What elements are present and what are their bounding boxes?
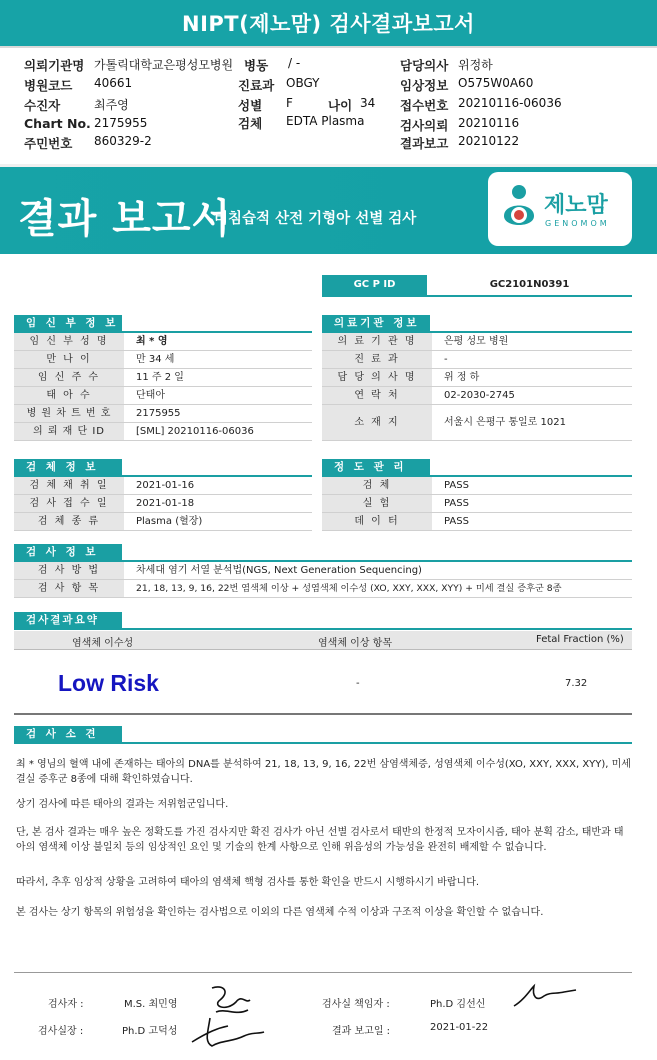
summary-col-aneuploidy: 염색체 이수성: [72, 638, 134, 649]
lab-chief-label: 검사실장 :: [38, 1026, 84, 1037]
report-date-value: 2021-01-22: [430, 1022, 489, 1033]
findings-paragraph: 따라서, 추후 임상적 상황을 고려하여 태아의 염색체 핵형 검사를 통한 확인을 반드시 시행하시기 바랍니다.: [16, 877, 480, 888]
findings-line: [14, 742, 632, 744]
tester-name: M.S. 최민영: [124, 999, 178, 1010]
banner-subtitle: 비침습적 산전 기형아 선별 검사: [214, 211, 417, 227]
row-value: PASS: [444, 480, 469, 491]
row-value: PASS: [444, 516, 469, 527]
sex-value: F: [286, 96, 293, 110]
sex-label: 성별: [238, 98, 263, 113]
pregnant-info-title: 임 신 부 정 보: [14, 315, 122, 332]
row-key: 데 이 터: [322, 513, 432, 530]
clinical-info-label: 임상정보: [400, 78, 449, 93]
hospital-code-label: 병원코드: [24, 78, 73, 93]
table-row: [14, 405, 312, 423]
row-value: 차세대 염기 서열 분석법(NGS, Next Generation Sequencing): [136, 565, 422, 576]
receipt-value: 20210116-06036: [458, 96, 562, 110]
chart-label: Chart No.: [24, 116, 91, 131]
age-value: 34: [360, 96, 376, 110]
tester-label: 검사자 :: [48, 999, 84, 1010]
genomom-logo-icon: [498, 182, 540, 234]
summary-result-row: [14, 650, 632, 715]
ward-label: 병동: [244, 58, 269, 73]
result-banner: [0, 164, 657, 254]
chart-value: 2175955: [94, 116, 148, 130]
table-row: [14, 387, 312, 405]
table-row: [14, 423, 312, 441]
gc-pid-label: GC P ID: [322, 275, 427, 295]
lab-chief-name: Ph.D 고덕성: [122, 1026, 178, 1037]
table-row: [322, 333, 632, 351]
lab-head-name: Ph.D 김선신: [430, 999, 486, 1010]
summary-col-fetal-fraction: Fetal Fraction (%): [536, 634, 624, 645]
test-info-title: 검 사 정 보: [14, 544, 122, 561]
doctor-value: 위정하: [458, 58, 493, 72]
gc-pid-value: GC2101N0391: [489, 279, 570, 290]
request-value: 20210116: [458, 116, 520, 130]
summary-col-abnormal: 염색체 이상 항목: [318, 638, 392, 649]
patient-meta: [0, 54, 657, 158]
risk-result: Low Risk: [58, 670, 159, 696]
findings-paragraph: 최 * 영님의 혈액 내에 존재하는 태아의 DNA를 분석하여 21, 18, 13, 9, 16, 22번 삼염색체증, 성염색체 이수성(XO, XXY, XXX, XYY), 미세 결실 증후군 8종에 대해 확인하였습니다.: [16, 759, 631, 785]
table-row: [14, 477, 312, 495]
row-key: 검 체: [322, 477, 432, 494]
hospital-code-value: 40661: [94, 76, 133, 90]
row-value: 위 정 하: [444, 372, 480, 383]
row-key: 실 험: [322, 495, 432, 512]
table-row: [322, 369, 632, 387]
ward-value: / -: [288, 56, 301, 70]
row-value: 11 주 2 일: [136, 372, 184, 383]
row-value: 02-2030-2745: [444, 390, 515, 401]
report-date-label: 결과 보고일 :: [332, 1026, 391, 1037]
row-value: 2021-01-16: [136, 480, 195, 491]
findings-paragraph: 상기 검사에 따른 태아의 결과는 저위험군입니다.: [16, 799, 229, 810]
specimen-label: 검체: [238, 116, 263, 131]
row-value: Plasma (혈장): [136, 516, 203, 527]
row-value: 2021-01-18: [136, 498, 195, 509]
table-row: [14, 513, 312, 531]
report-title: NIPT(제노맘) 검사결과보고서: [182, 12, 475, 36]
row-key: 담 당 의 사 명: [322, 369, 432, 386]
row-key: 의 료 기 관 명: [322, 333, 432, 350]
table-row: [322, 351, 632, 369]
summary-title: 검사결과요약: [14, 612, 122, 629]
receipt-label: 접수번호: [400, 98, 449, 113]
lab-chief-signature: [188, 1012, 268, 1052]
specimen-info-title: 검 체 정 보: [14, 459, 122, 476]
table-row: [14, 351, 312, 369]
qc-title: 정 도 관 리: [322, 459, 430, 476]
table-row: [14, 562, 632, 580]
table-row: [322, 513, 632, 531]
row-value: 서울시 은평구 통일로 1021: [444, 417, 566, 428]
dept-value: OBGY: [286, 76, 320, 90]
findings-paragraph: 단, 본 검사 결과는 매우 높은 정확도를 가진 검사지만 확진 검사가 아닌 선별 검사로서 태반의 한정적 모자이시즘, 태아 분획 감소, 태반과 태아의 염색체 이상 불일치 등의 임상적인 요인 및 기술의 한계 사항으로 인해 위음성의 가능성을 완전히 배제할 수 없습니다.: [16, 827, 624, 853]
row-key: 검 사 방 법: [14, 562, 124, 579]
table-row: [322, 495, 632, 513]
genomom-logo: [488, 172, 632, 246]
patient-label: 수진자: [24, 98, 61, 113]
table-row: [14, 369, 312, 387]
row-value: 2175955: [136, 408, 181, 419]
report-value: 20210122: [458, 134, 520, 148]
table-row: [322, 387, 632, 405]
doctor-label: 담당의사: [400, 58, 449, 73]
age-label: 나이: [328, 98, 353, 113]
row-key: 검 사 접 수 일: [14, 495, 124, 512]
patient-value: 최주영: [94, 98, 129, 112]
institution-info-title: 의료기관 정보: [322, 315, 430, 332]
row-key: 검 사 항 목: [14, 580, 124, 597]
lab-head-signature: [510, 982, 580, 1012]
row-key: 검 체 종 류: [14, 513, 124, 530]
signature-divider: [14, 972, 632, 973]
abnormal-item-value: -: [356, 678, 360, 689]
row-value: 단태아: [136, 390, 165, 401]
row-key: 임 신 부 성 명: [14, 333, 124, 350]
banner-title: 결과 보고서: [18, 196, 232, 242]
row-key: 소 재 지: [322, 405, 432, 440]
row-key: 만 나 이: [14, 351, 124, 368]
dept-label: 진료과: [238, 78, 275, 93]
report-label: 결과보고: [400, 136, 449, 151]
gc-pid-bar: [322, 275, 632, 297]
table-row: [322, 405, 632, 441]
logo-korean: 제노맘: [544, 193, 608, 218]
lab-head-label: 검사실 책임자 :: [322, 999, 390, 1010]
row-key: 태 아 수: [14, 387, 124, 404]
rrn-value: 860329-2: [94, 134, 152, 148]
row-key: 진 료 과: [322, 351, 432, 368]
specimen-value: EDTA Plasma: [286, 114, 365, 128]
row-key: 병 원 차 트 번 호: [14, 405, 124, 422]
row-value: -: [444, 354, 448, 365]
summary-line: [14, 628, 632, 630]
row-value: 최 * 영: [136, 336, 168, 347]
row-key: 연 락 처: [322, 387, 432, 404]
table-row: [14, 580, 632, 598]
clinical-info-value: O575W0A60: [458, 76, 534, 90]
row-value: 은평 성모 병원: [444, 336, 509, 347]
table-row: [322, 477, 632, 495]
findings-title: 검 사 소 견: [14, 726, 122, 743]
table-row: [14, 495, 312, 513]
row-key: 검 체 채 취 일: [14, 477, 124, 494]
hospital-label: 의뢰기관명: [24, 58, 85, 73]
row-value: PASS: [444, 498, 469, 509]
row-value: 만 34 세: [136, 354, 175, 365]
row-key: 의 뢰 재 단 ID: [14, 423, 124, 440]
row-value: 21, 18, 13, 9, 16, 22번 염색체 이상 + 성염색체 이수성 (XO, XXY, XXX, XYY) + 미세 결실 증후군 8종: [136, 583, 562, 594]
logo-english: GENOMOM: [545, 219, 610, 228]
hospital-value: 가톨릭대학교은평성모병원: [94, 58, 234, 72]
findings-paragraph: 본 검사는 상기 항목의 위험성을 확인하는 검사법으로 이외의 다른 염색체 수적 이상과 구조적 이상을 확인할 수 없습니다.: [16, 907, 544, 918]
fetal-fraction-value: 7.32: [565, 678, 588, 689]
row-key: 임 신 주 수: [14, 369, 124, 386]
request-label: 검사의뢰: [400, 118, 449, 133]
summary-header: [14, 631, 632, 650]
table-row: [14, 333, 312, 351]
row-value: [SML] 20210116-06036: [136, 426, 254, 437]
rrn-label: 주민번호: [24, 136, 73, 151]
report-header: [0, 0, 657, 48]
